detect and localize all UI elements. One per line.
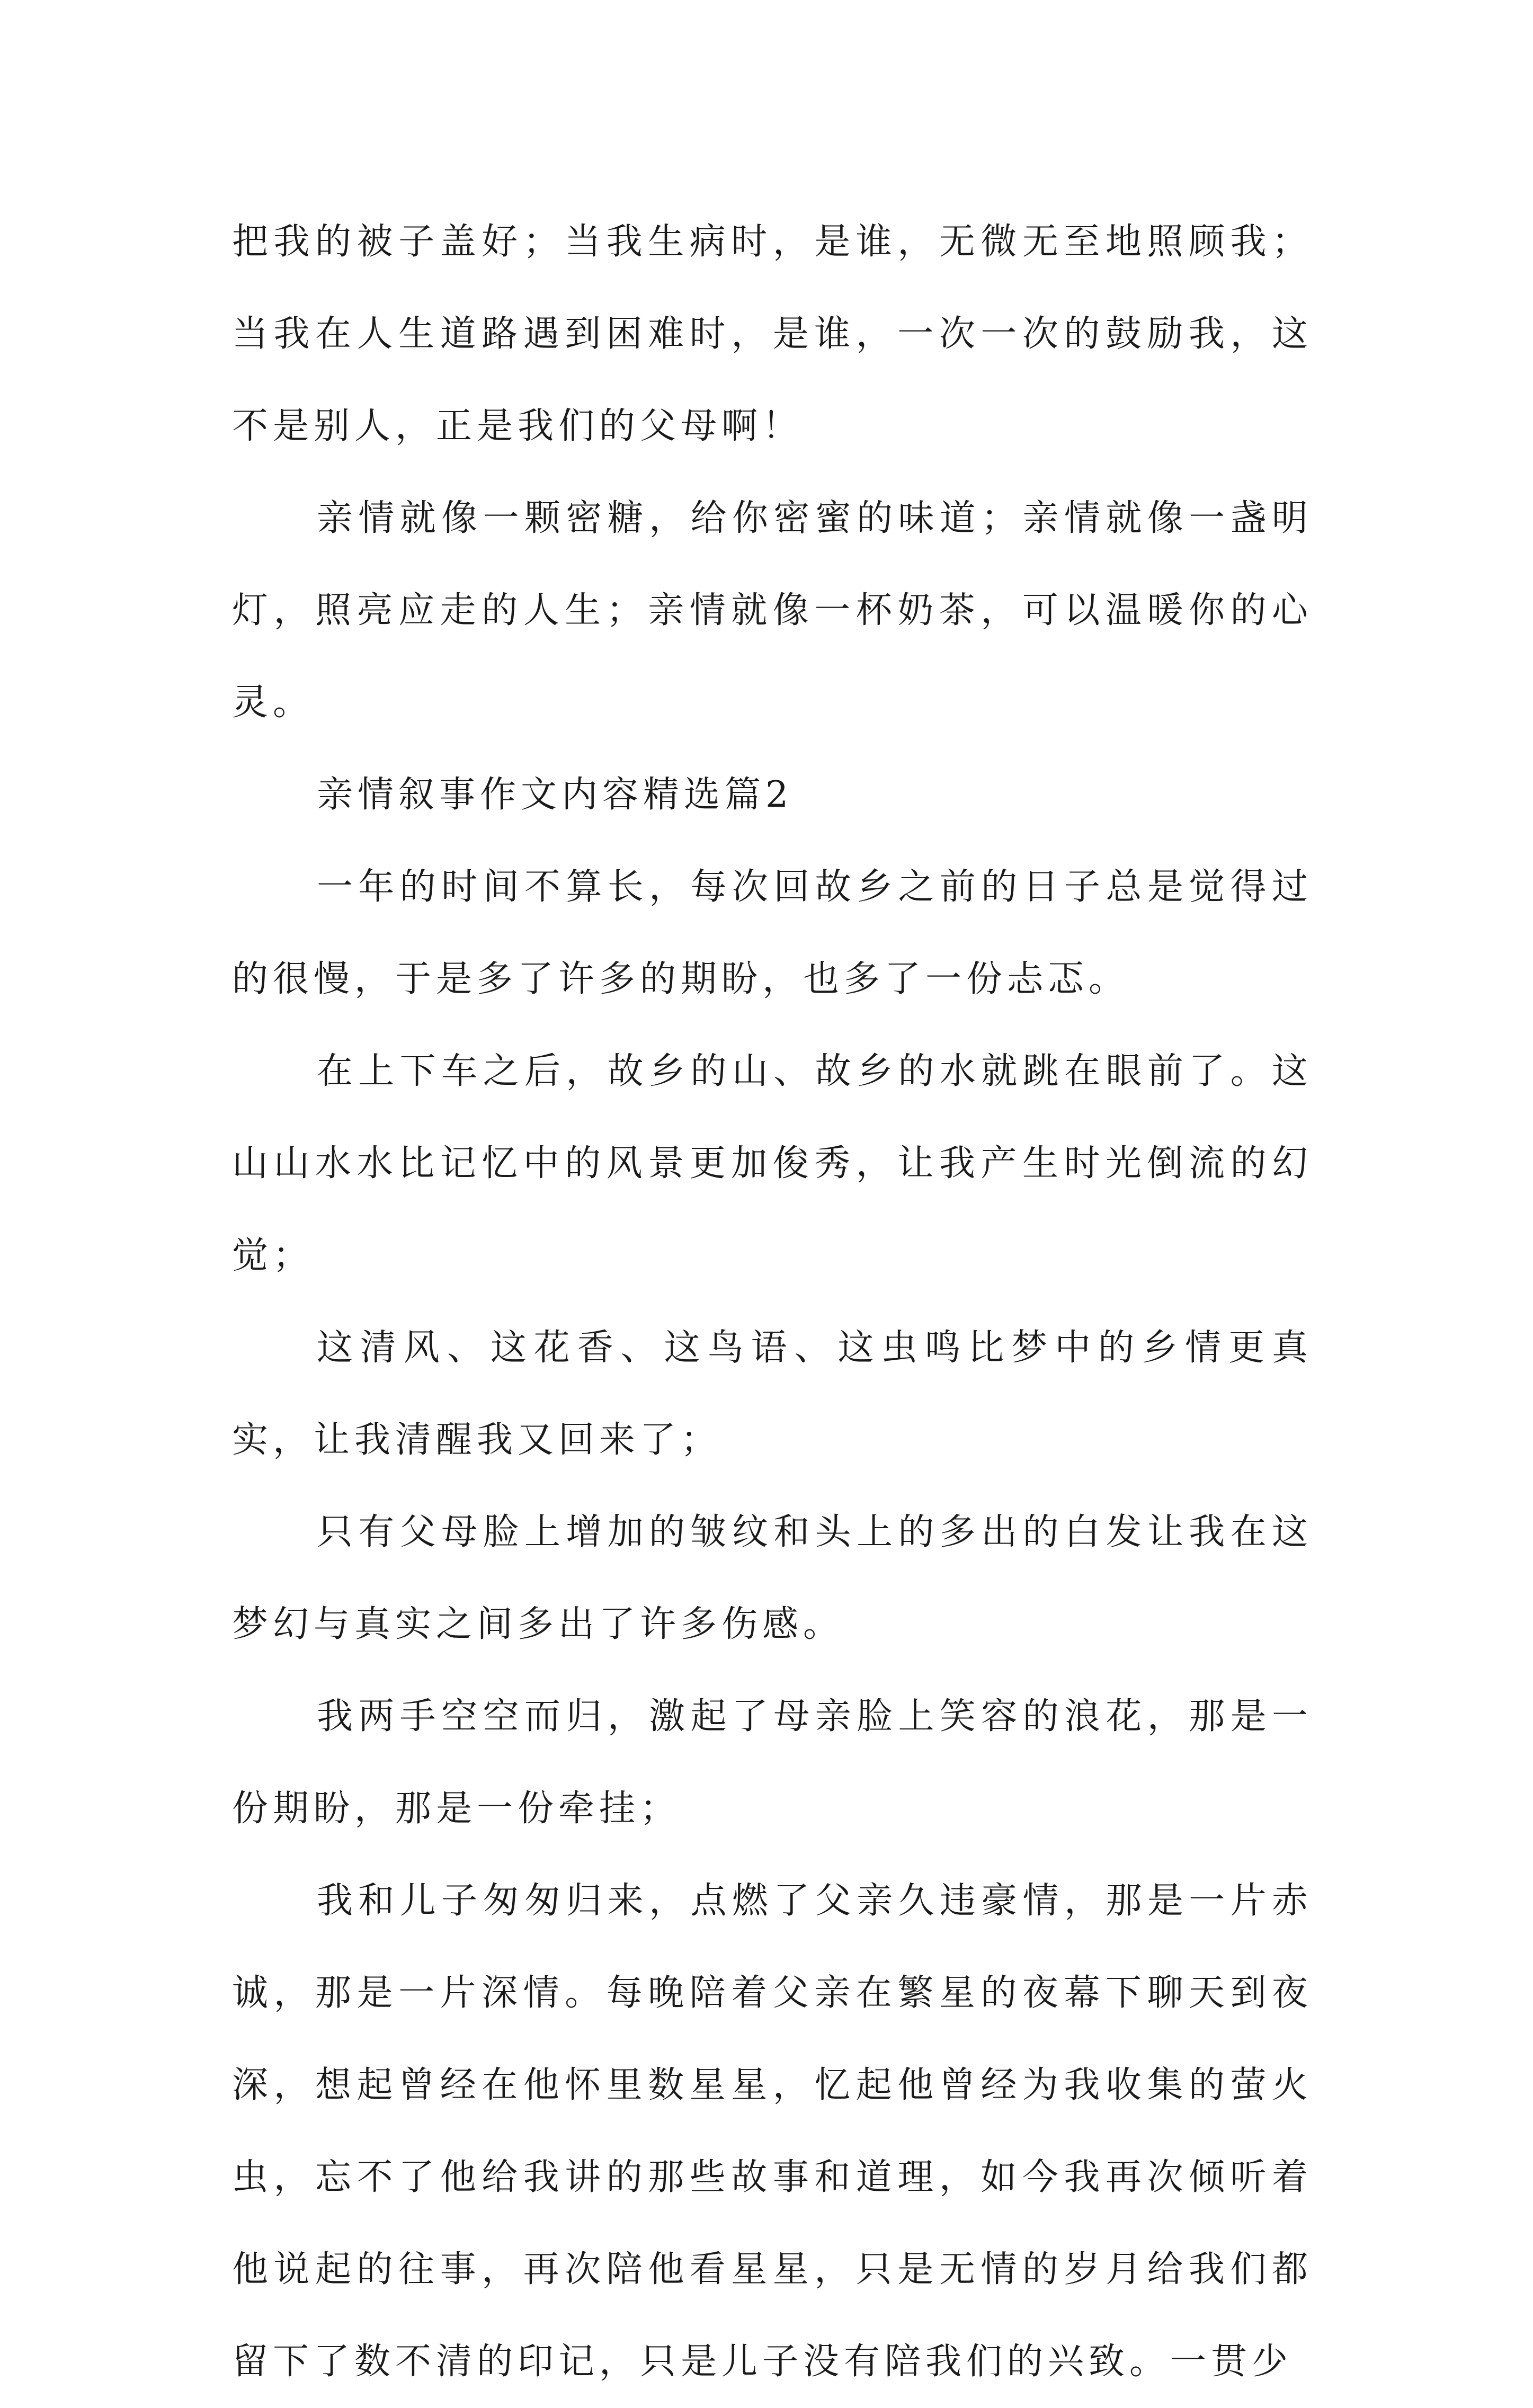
section-heading: 亲情叙事作文内容精选篇2	[317, 774, 794, 816]
paragraph: 一年的时间不算长，每次回故乡之前的日子总是觉得过的很慢，于是多了许多的期盼，也多了一份忐忑。	[232, 866, 1313, 1000]
paragraph: 我和儿子匆匆归来，点燃了父亲久违豪情，那是一片赤诚，那是一片深情。每晚陪着父亲在繁星的夜幕下聊天到夜深，想起曾经在他怀里数星星，忆起他曾经为我收集的萤火虫，忘不了他给我讲的那些故事和道理，如今我再次倾听着他说起的往事，再次陪他看星星，只是无情的岁月给我们都留下了数不清的印记，只是儿子没有陪我们的兴致。一贯少	[232, 1880, 1313, 2383]
paragraph: 这清风、这花香、这鸟语、这虫鸣比梦中的乡情更真实，让我清醒我又回来了；	[232, 1327, 1313, 1461]
paragraph: 我两手空空而归，激起了母亲脸上笑容的浪花，那是一份期盼，那是一份牵挂；	[232, 1696, 1313, 1830]
paragraph: 在上下车之后，故乡的山、故乡的水就跳在眼前了。这山山水水比记忆中的风景更加俊秀，让我产生时光倒流的幻觉；	[232, 1050, 1313, 1277]
document-body	[232, 196, 1313, 2408]
paragraph: 把我的被子盖好；当我生病时，是谁，无微无至地照顾我；当我在人生道路遇到困难时，是谁，一次一次的鼓励我，这不是别人，正是我们的父母啊！	[232, 221, 1313, 447]
paragraph: 只有父母脸上增加的皱纹和头上的多出的白发让我在这梦幻与真实之间多出了许多伤感。	[232, 1511, 1313, 1645]
paragraph: 亲情就像一颗密糖，给你密蜜的味道；亲情就像一盏明灯，照亮应走的人生；亲情就像一杯奶茶，可以温暖你的心灵。	[232, 497, 1313, 724]
